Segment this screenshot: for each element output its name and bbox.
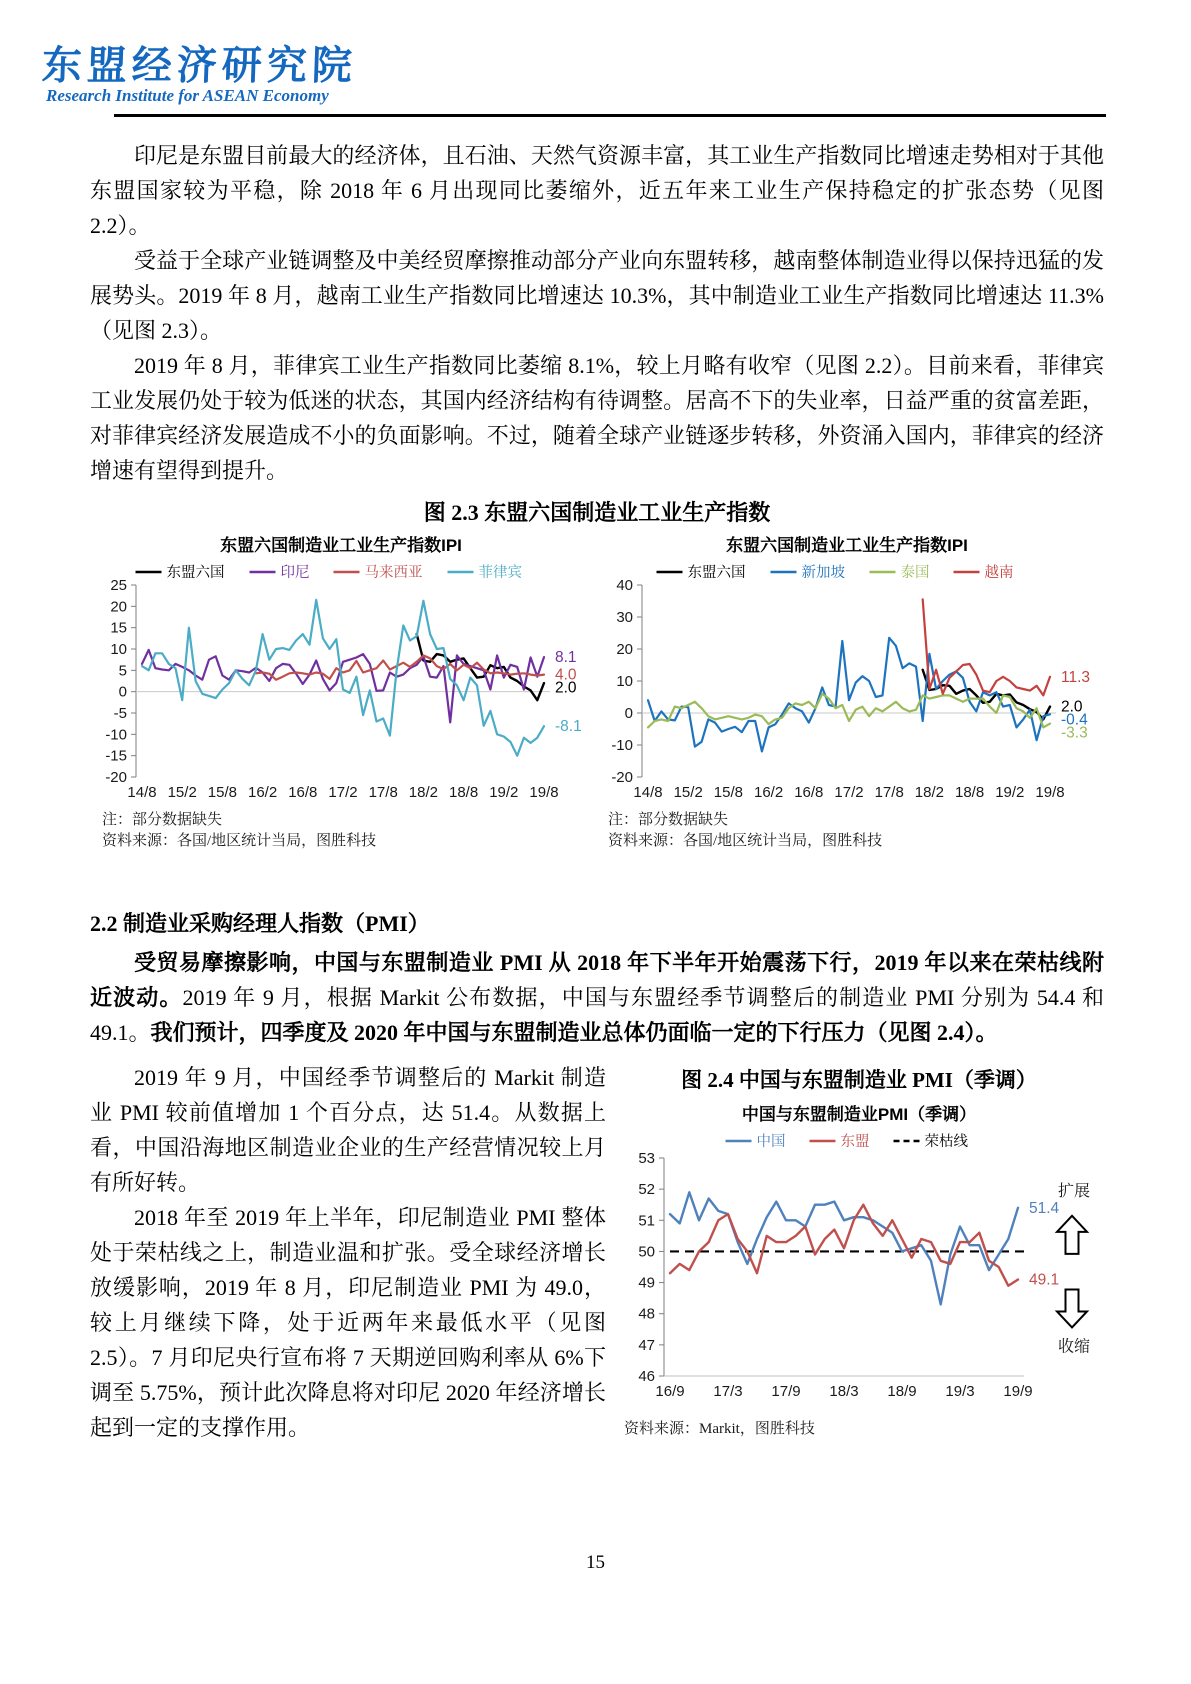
- svg-text:46: 46: [638, 1368, 655, 1385]
- svg-text:马来西亚: 马来西亚: [364, 565, 423, 581]
- svg-text:49: 49: [638, 1274, 655, 1292]
- paragraph-china-pmi: [90, 1060, 606, 1200]
- bottom-section: [90, 1060, 1104, 1445]
- svg-text:50: 50: [638, 1243, 655, 1261]
- svg-text:-3.3: -3.3: [1061, 724, 1088, 742]
- svg-text:18/8: 18/8: [448, 784, 479, 801]
- svg-text:-0.4: -0.4: [1061, 711, 1088, 729]
- svg-text:越南: 越南: [984, 565, 1014, 581]
- svg-text:14/8: 14/8: [633, 784, 663, 801]
- svg-text:19/8: 19/8: [529, 784, 559, 801]
- svg-text:-20: -20: [611, 769, 633, 786]
- ipi-chart-left-block: [90, 531, 596, 852]
- svg-text:19/3: 19/3: [945, 1383, 975, 1400]
- svg-text:30: 30: [616, 609, 633, 626]
- paragraph-indonesia-ipi: [90, 138, 1104, 243]
- svg-text:15/8: 15/8: [713, 784, 744, 801]
- series-line-新加坡: [648, 638, 1050, 752]
- ipi-chart-svg: [596, 531, 1098, 805]
- svg-text:15/2: 15/2: [673, 784, 703, 801]
- figure-2-3-caption: 图 2.3 东盟六国制造业工业生产指数: [423, 500, 771, 525]
- ipi-chart-left: [90, 531, 596, 810]
- svg-text:17/9: 17/9: [771, 1383, 801, 1400]
- paragraph-indonesia-pmi: [90, 1200, 606, 1445]
- svg-text:16/8: 16/8: [288, 784, 318, 801]
- svg-text:中国与东盟制造业PMI（季调）: 中国与东盟制造业PMI（季调）: [741, 1105, 977, 1124]
- svg-text:15/8: 15/8: [207, 784, 238, 801]
- page-content: [90, 138, 1104, 1445]
- svg-text:18/9: 18/9: [887, 1383, 917, 1400]
- svg-text:53: 53: [638, 1150, 655, 1167]
- expand-up-arrow-icon: [1057, 1216, 1087, 1254]
- svg-text:东盟六国: 东盟六国: [166, 565, 225, 581]
- svg-text:0: 0: [624, 705, 633, 722]
- svg-text:17/2: 17/2: [834, 784, 864, 801]
- svg-text:51.4: 51.4: [1029, 1199, 1060, 1217]
- svg-text:18/3: 18/3: [829, 1383, 859, 1400]
- svg-text:18/2: 18/2: [408, 784, 439, 801]
- svg-text:扩展: 扩展: [1057, 1182, 1091, 1200]
- svg-text:49.1: 49.1: [1029, 1271, 1060, 1289]
- svg-text:东盟: 东盟: [840, 1134, 870, 1150]
- svg-text:东盟六国: 东盟六国: [687, 565, 746, 581]
- svg-text:4.0: 4.0: [555, 666, 577, 684]
- svg-text:泰国: 泰国: [900, 565, 930, 581]
- contract-down-arrow-icon: [1057, 1289, 1087, 1327]
- svg-text:15: 15: [110, 619, 127, 637]
- svg-text:25: 25: [110, 577, 127, 594]
- svg-text:10: 10: [616, 673, 633, 690]
- svg-text:10: 10: [110, 641, 127, 658]
- svg-text:-10: -10: [611, 737, 633, 754]
- svg-text:荣枯线: 荣枯线: [924, 1134, 968, 1150]
- pmi-chart: [614, 1100, 1104, 1417]
- svg-text:中国: 中国: [756, 1134, 786, 1150]
- svg-text:东盟六国制造业工业生产指数IPI: 东盟六国制造业工业生产指数IPI: [220, 536, 462, 555]
- svg-text:18/8: 18/8: [954, 784, 985, 801]
- ipi-chart-right: [596, 531, 1102, 810]
- bottom-right-column: [614, 1060, 1104, 1445]
- pmi-chart-svg: [614, 1100, 1104, 1412]
- svg-text:16/9: 16/9: [655, 1383, 685, 1400]
- svg-text:16/2: 16/2: [247, 784, 278, 801]
- svg-text:印尼: 印尼: [280, 565, 310, 581]
- text-segment: 2018 年至 2019 年上半年，印尼制造业 PMI 整体处于荣枯线之上，制造业温和扩张。受全球经济增长放缓影响，2019 年 8 月，印尼制造业 PMI 为 49.0，较上月继续下降，处于近两年来最低水平（见图 2.5）。7 月印尼央行宣布将 7 天期逆回购利率从 6%下调至 5.75%，预计此次降息将对印尼 2020 年经济增长起到一定的支撑作用。: [90, 1205, 606, 1440]
- svg-text:0: 0: [118, 683, 127, 701]
- header-rule: [114, 114, 1106, 117]
- ipi-chart-right-source: 资料来源：各国/地区统计当局，图胜科技: [608, 833, 883, 849]
- svg-text:-10: -10: [105, 726, 127, 744]
- text-segment: 2019 年 9 月，根据 Markit 公布数据，中国与东盟经季节调整后的制造业 PMI 分别为 54.4 和 49.1。: [90, 985, 1104, 1045]
- institute-logo-cn: 东盟经济研究院: [41, 43, 358, 88]
- svg-text:8.1: 8.1: [555, 649, 577, 667]
- section-2-2-heading: 2.2 制造业采购经理人指数（PMI）: [90, 911, 430, 936]
- bottom-left-column: [90, 1060, 606, 1445]
- svg-text:17/8: 17/8: [874, 784, 904, 801]
- text-segment: 印尼是东盟目前最大的经济体，且石油、天然气资源丰富，其工业生产指数同比增速走势相对于其他东盟国家较为平稳，除 2018 年 6 月出现同比萎缩外，近五年来工业生产保持稳定的扩张态势（见图 2.2）。: [90, 143, 1104, 238]
- ipi-chart-right-note: 注：部分数据缺失: [608, 812, 729, 828]
- svg-text:48: 48: [638, 1305, 655, 1323]
- svg-text:2.0: 2.0: [1061, 698, 1083, 716]
- text-segment: 受益于全球产业链调整及中美经贸摩擦推动部分产业向东盟转移，越南整体制造业得以保持迅猛的发展势头。2019 年 8 月，越南工业生产指数同比增速达 10.3%，其中制造业工业生产指数同比增速达 11.3%（见图 2.3）。: [90, 248, 1104, 343]
- institute-logo-en: Research Institute for ASEAN Economy: [46, 86, 329, 105]
- svg-text:18/2: 18/2: [914, 784, 945, 801]
- page-number: 15: [586, 1552, 605, 1573]
- ipi-chart-left-note: 注：部分数据缺失: [102, 812, 223, 828]
- text-segment: 2019 年 9 月，中国经季节调整后的 Markit 制造业 PMI 较前值增加 1 个百分点，达 51.4。从数据上看，中国沿海地区制造业企业的生产经营情况较上月有所好转。: [90, 1065, 606, 1195]
- svg-text:11.3: 11.3: [1061, 668, 1091, 686]
- svg-text:15/2: 15/2: [167, 784, 197, 801]
- ipi-chart-svg: [90, 531, 592, 805]
- section-2-2-paragraph: [90, 945, 1104, 1050]
- svg-text:19/2: 19/2: [995, 784, 1025, 801]
- paragraph-vietnam-ipi: [90, 243, 1104, 348]
- svg-text:17/3: 17/3: [713, 1383, 743, 1400]
- svg-text:20: 20: [110, 598, 127, 616]
- svg-text:52: 52: [638, 1181, 655, 1199]
- svg-text:19/2: 19/2: [489, 784, 519, 801]
- svg-text:东盟六国制造业工业生产指数IPI: 东盟六国制造业工业生产指数IPI: [726, 536, 968, 555]
- svg-text:-20: -20: [105, 769, 127, 786]
- svg-text:收缩: 收缩: [1057, 1338, 1091, 1356]
- svg-text:5: 5: [118, 662, 127, 680]
- svg-text:新加坡: 新加坡: [801, 565, 845, 581]
- svg-text:16/8: 16/8: [794, 784, 824, 801]
- text-segment: 我们预计，四季度及 2020 年中国与东盟制造业总体仍面临一定的下行压力（见图 2.4）。: [150, 1020, 998, 1045]
- figure-2-3-charts: [90, 531, 1104, 852]
- ipi-chart-right-block: [596, 531, 1102, 852]
- svg-text:-8.1: -8.1: [555, 718, 582, 736]
- text-segment: 受贸易摩擦影响，中国与东盟制造业 PMI 从 2018 年下半年开始震荡下行，2019 年以来在荣枯线附近波动。: [90, 950, 1104, 1010]
- svg-text:40: 40: [616, 577, 633, 594]
- svg-text:-15: -15: [105, 747, 127, 765]
- svg-text:菲律宾: 菲律宾: [478, 565, 522, 581]
- text-segment: 2019 年 8 月，菲律宾工业生产指数同比萎缩 8.1%，较上月略有收窄（见图 2.2）。目前来看，菲律宾工业发展仍处于较为低迷的状态，其国内经济结构有待调整。居高不下的失业率，日益严重的贫富差距，对菲律宾经济发展造成不小的负面影响。不过，随着全球产业链逐步转移，外资涌入国内，菲律宾的经济增速有望得到提升。: [90, 353, 1104, 483]
- series-line-东盟: [670, 1205, 1018, 1286]
- svg-text:19/8: 19/8: [1035, 784, 1065, 801]
- svg-text:2.0: 2.0: [555, 679, 577, 697]
- figure-2-4-caption: 图 2.4 中国与东盟制造业 PMI（季调）: [681, 1068, 1037, 1092]
- svg-text:-5: -5: [113, 705, 127, 722]
- svg-text:51: 51: [638, 1212, 655, 1230]
- paragraph-philippines-ipi: [90, 348, 1104, 488]
- pmi-chart-source: 资料来源：Markit，图胜科技: [624, 1421, 815, 1437]
- svg-text:17/2: 17/2: [328, 784, 358, 801]
- svg-text:17/8: 17/8: [368, 784, 398, 801]
- ipi-chart-left-source: 资料来源：各国/地区统计当局，图胜科技: [102, 833, 377, 849]
- svg-text:19/9: 19/9: [1003, 1383, 1033, 1400]
- svg-text:16/2: 16/2: [753, 784, 784, 801]
- svg-text:20: 20: [616, 641, 633, 658]
- svg-text:47: 47: [638, 1336, 655, 1354]
- svg-text:14/8: 14/8: [127, 784, 157, 801]
